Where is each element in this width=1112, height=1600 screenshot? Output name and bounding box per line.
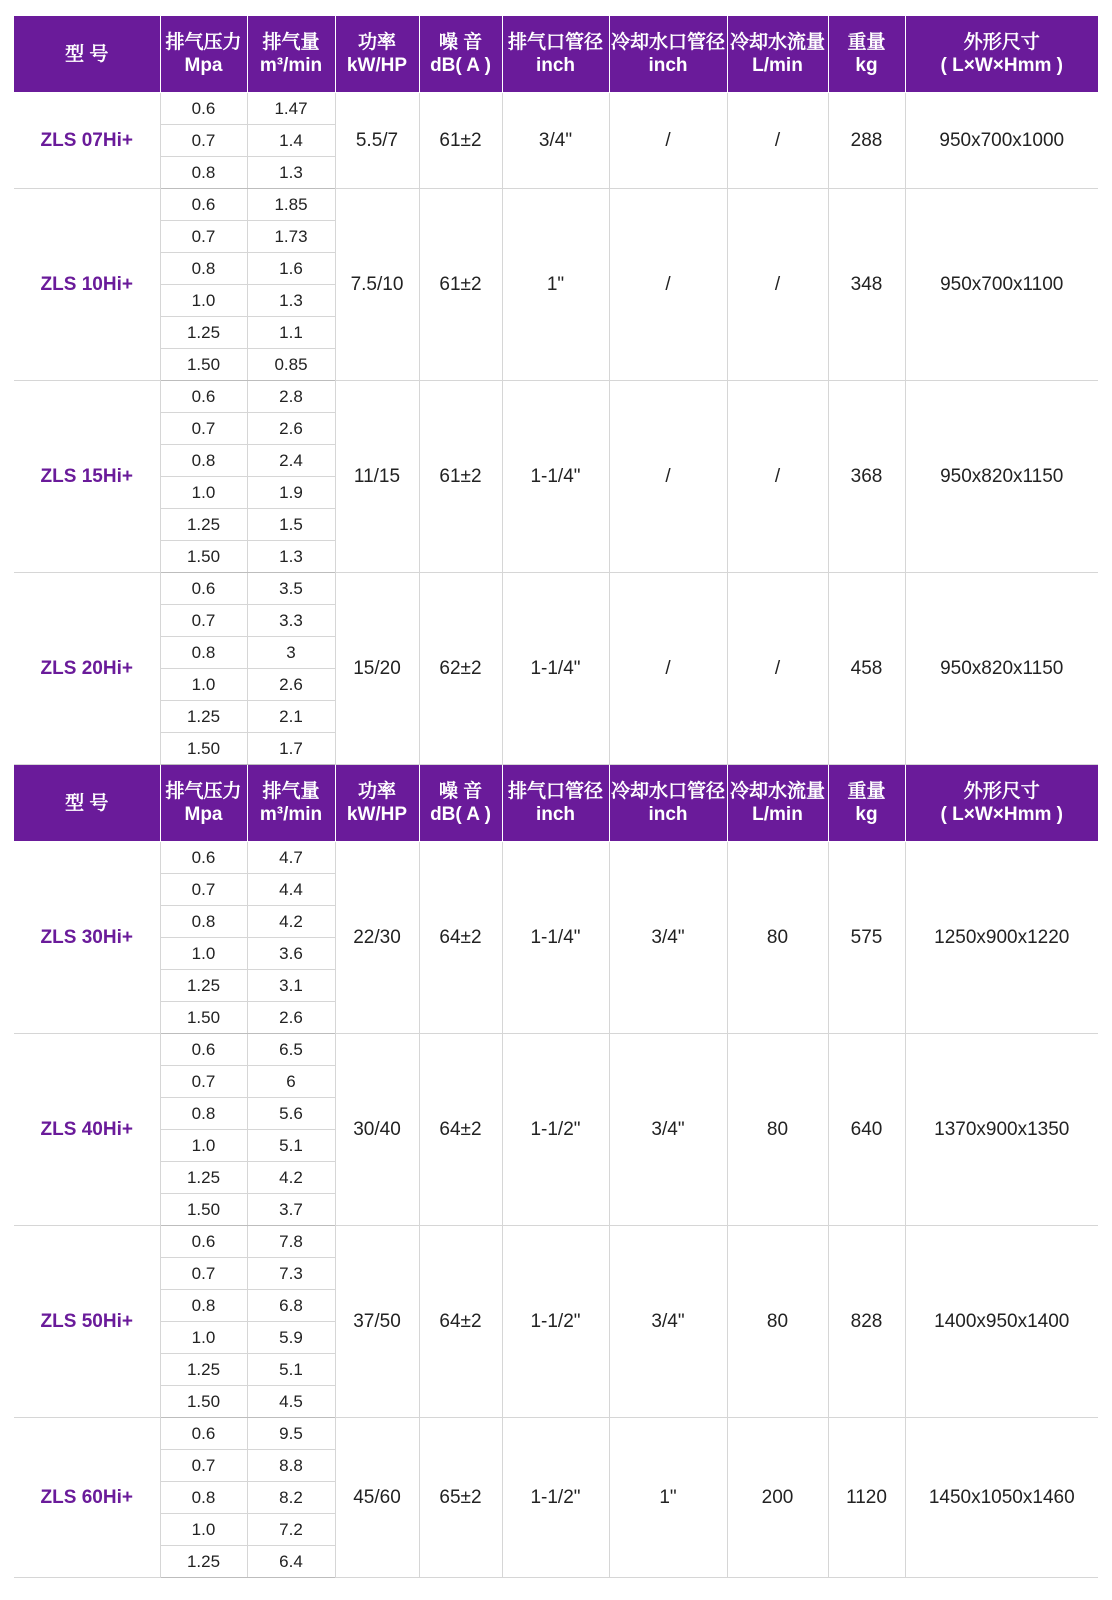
- water-pipe-cell: 1": [609, 1418, 727, 1578]
- header-unit: kg: [855, 55, 878, 76]
- pressure-cell: 0.8: [160, 253, 247, 285]
- table-row: [14, 93, 1098, 125]
- pressure-cell: 1.50: [160, 1194, 247, 1226]
- dims-cell: 950x700x1100: [905, 189, 1098, 381]
- water-flow-cell: /: [727, 573, 828, 765]
- header-label: 冷却水口管径: [610, 32, 725, 53]
- weight-cell: 368: [828, 381, 905, 573]
- header-outlet: [502, 765, 609, 842]
- dims-cell: 1400x950x1400: [905, 1226, 1098, 1418]
- flow-cell: 0.85: [247, 349, 335, 381]
- power-cell: 7.5/10: [335, 189, 419, 381]
- header-label: 排气压力: [165, 781, 242, 802]
- header-label: 功率: [357, 781, 396, 802]
- header-label: 排气口管径: [507, 781, 603, 802]
- pressure-cell: 1.25: [160, 509, 247, 541]
- pressure-cell: 0.8: [160, 906, 247, 938]
- header-flow: [247, 16, 335, 93]
- spec-table: [14, 15, 1098, 1578]
- flow-cell: 1.3: [247, 285, 335, 317]
- header-label: 冷却水流量: [729, 32, 825, 53]
- pressure-cell: 0.8: [160, 1098, 247, 1130]
- noise-cell: 65±2: [419, 1418, 502, 1578]
- dims-cell: 950x700x1000: [905, 93, 1098, 189]
- pressure-cell: 0.8: [160, 445, 247, 477]
- header-noise: [419, 16, 502, 93]
- weight-cell: 575: [828, 842, 905, 1034]
- pressure-cell: 1.50: [160, 733, 247, 765]
- power-cell: 11/15: [335, 381, 419, 573]
- pressure-cell: 0.7: [160, 413, 247, 445]
- model-cell: ZLS 40Hi+: [14, 1034, 160, 1226]
- flow-cell: 6.4: [247, 1546, 335, 1578]
- model-cell: ZLS 10Hi+: [14, 189, 160, 381]
- header-unit: dB( A ): [430, 55, 491, 76]
- pressure-cell: 0.7: [160, 874, 247, 906]
- dims-cell: 950x820x1150: [905, 573, 1098, 765]
- header-pressure: [160, 16, 247, 93]
- water-flow-cell: /: [727, 93, 828, 189]
- model-cell: ZLS 30Hi+: [14, 842, 160, 1034]
- water-flow-cell: /: [727, 189, 828, 381]
- header-pressure: [160, 765, 247, 842]
- water-flow-cell: 80: [727, 1226, 828, 1418]
- header-label: 功率: [357, 32, 396, 53]
- flow-cell: 4.2: [247, 1162, 335, 1194]
- water-flow-cell: 80: [727, 842, 828, 1034]
- flow-cell: 1.9: [247, 477, 335, 509]
- power-cell: 30/40: [335, 1034, 419, 1226]
- noise-cell: 61±2: [419, 189, 502, 381]
- pressure-cell: 1.50: [160, 349, 247, 381]
- header-unit: L/min: [752, 55, 803, 76]
- flow-cell: 2.4: [247, 445, 335, 477]
- flow-cell: 2.8: [247, 381, 335, 413]
- header-model: [14, 765, 160, 842]
- pressure-cell: 1.0: [160, 938, 247, 970]
- noise-cell: 64±2: [419, 1034, 502, 1226]
- outlet-cell: 1-1/4": [502, 573, 609, 765]
- noise-cell: 64±2: [419, 1226, 502, 1418]
- pressure-cell: 1.25: [160, 1546, 247, 1578]
- power-cell: 37/50: [335, 1226, 419, 1418]
- model-cell: ZLS 50Hi+: [14, 1226, 160, 1418]
- header-flow: [247, 765, 335, 842]
- flow-cell: 1.7: [247, 733, 335, 765]
- weight-cell: 640: [828, 1034, 905, 1226]
- flow-cell: 7.2: [247, 1514, 335, 1546]
- flow-cell: 4.2: [247, 906, 335, 938]
- dims-cell: 1250x900x1220: [905, 842, 1098, 1034]
- header-water-pipe: [609, 16, 727, 93]
- noise-cell: 61±2: [419, 381, 502, 573]
- noise-cell: 62±2: [419, 573, 502, 765]
- table-row: [14, 842, 1098, 874]
- table-row: [14, 189, 1098, 221]
- header-power: [335, 765, 419, 842]
- water-pipe-cell: /: [609, 189, 727, 381]
- noise-cell: 64±2: [419, 842, 502, 1034]
- pressure-cell: 0.6: [160, 1034, 247, 1066]
- water-pipe-cell: /: [609, 381, 727, 573]
- water-pipe-cell: 3/4": [609, 1034, 727, 1226]
- power-cell: 45/60: [335, 1418, 419, 1578]
- flow-cell: 8.8: [247, 1450, 335, 1482]
- pressure-cell: 1.25: [160, 1354, 247, 1386]
- flow-cell: 6.8: [247, 1290, 335, 1322]
- power-cell: 22/30: [335, 842, 419, 1034]
- outlet-cell: 1-1/4": [502, 842, 609, 1034]
- flow-cell: 4.7: [247, 842, 335, 874]
- weight-cell: 288: [828, 93, 905, 189]
- header-weight: [828, 16, 905, 93]
- header-label: 排气量: [262, 781, 320, 802]
- pressure-cell: 1.50: [160, 1386, 247, 1418]
- flow-cell: 8.2: [247, 1482, 335, 1514]
- pressure-cell: 0.6: [160, 573, 247, 605]
- pressure-cell: 1.50: [160, 541, 247, 573]
- water-flow-cell: /: [727, 381, 828, 573]
- flow-cell: 4.4: [247, 874, 335, 906]
- flow-cell: 3.7: [247, 1194, 335, 1226]
- flow-cell: 1.85: [247, 189, 335, 221]
- header-unit: kW/HP: [346, 55, 408, 76]
- flow-cell: 1.1: [247, 317, 335, 349]
- flow-cell: 6: [247, 1066, 335, 1098]
- header-unit: Mpa: [184, 55, 223, 76]
- header-row: [14, 16, 1098, 93]
- pressure-cell: 1.25: [160, 970, 247, 1002]
- header-unit: Mpa: [184, 804, 223, 825]
- flow-cell: 7.8: [247, 1226, 335, 1258]
- water-pipe-cell: /: [609, 93, 727, 189]
- header-label: 重量: [847, 32, 886, 53]
- pressure-cell: 0.7: [160, 605, 247, 637]
- model-cell: ZLS 60Hi+: [14, 1418, 160, 1578]
- flow-cell: 9.5: [247, 1418, 335, 1450]
- pressure-cell: 0.6: [160, 1226, 247, 1258]
- header-label: 外形尺寸: [963, 32, 1040, 53]
- table-row: [14, 1418, 1098, 1450]
- header-outlet: [502, 16, 609, 93]
- flow-cell: 1.3: [247, 157, 335, 189]
- pressure-cell: 0.7: [160, 125, 247, 157]
- pressure-cell: 1.0: [160, 477, 247, 509]
- weight-cell: 348: [828, 189, 905, 381]
- header-label: 排气压力: [165, 32, 242, 53]
- pressure-cell: 0.8: [160, 637, 247, 669]
- outlet-cell: 1-1/4": [502, 381, 609, 573]
- flow-cell: 2.6: [247, 1002, 335, 1034]
- flow-cell: 3: [247, 637, 335, 669]
- pressure-cell: 1.0: [160, 669, 247, 701]
- flow-cell: 3.1: [247, 970, 335, 1002]
- noise-cell: 61±2: [419, 93, 502, 189]
- flow-cell: 1.6: [247, 253, 335, 285]
- flow-cell: 2.1: [247, 701, 335, 733]
- water-pipe-cell: /: [609, 573, 727, 765]
- header-label: 重量: [847, 781, 886, 802]
- flow-cell: 1.4: [247, 125, 335, 157]
- weight-cell: 458: [828, 573, 905, 765]
- header-water-flow: [727, 765, 828, 842]
- flow-cell: 7.3: [247, 1258, 335, 1290]
- header-noise: [419, 765, 502, 842]
- pressure-cell: 0.6: [160, 842, 247, 874]
- outlet-cell: 1-1/2": [502, 1226, 609, 1418]
- pressure-cell: 0.6: [160, 381, 247, 413]
- flow-cell: 3.6: [247, 938, 335, 970]
- header-label: 外形尺寸: [963, 781, 1040, 802]
- header-unit: inch: [648, 55, 688, 76]
- power-cell: 15/20: [335, 573, 419, 765]
- weight-cell: 1120: [828, 1418, 905, 1578]
- header-unit: dB( A ): [430, 804, 491, 825]
- header-label: 噪 音: [438, 781, 483, 802]
- table-row: [14, 573, 1098, 605]
- header-unit: kW/HP: [346, 804, 408, 825]
- pressure-cell: 1.0: [160, 285, 247, 317]
- pressure-cell: 0.8: [160, 1482, 247, 1514]
- header-label: 冷却水口管径: [610, 781, 725, 802]
- pressure-cell: 1.25: [160, 317, 247, 349]
- weight-cell: 828: [828, 1226, 905, 1418]
- pressure-cell: 0.8: [160, 157, 247, 189]
- header-unit: inch: [535, 55, 576, 76]
- dims-cell: 1370x900x1350: [905, 1034, 1098, 1226]
- flow-cell: 4.5: [247, 1386, 335, 1418]
- pressure-cell: 1.25: [160, 1162, 247, 1194]
- header-model: [14, 16, 160, 93]
- pressure-cell: 0.6: [160, 1418, 247, 1450]
- header-unit: inch: [535, 804, 576, 825]
- header-unit: ( L×W×Hmm ): [940, 55, 1063, 76]
- header-unit: m³/min: [259, 55, 323, 76]
- pressure-cell: 0.6: [160, 189, 247, 221]
- pressure-cell: 1.0: [160, 1322, 247, 1354]
- outlet-cell: 1": [502, 189, 609, 381]
- dims-cell: 1450x1050x1460: [905, 1418, 1098, 1578]
- dims-cell: 950x820x1150: [905, 381, 1098, 573]
- flow-cell: 1.3: [247, 541, 335, 573]
- model-cell: ZLS 07Hi+: [14, 93, 160, 189]
- water-flow-cell: 200: [727, 1418, 828, 1578]
- pressure-cell: 0.7: [160, 1450, 247, 1482]
- header-weight: [828, 765, 905, 842]
- flow-cell: 3.5: [247, 573, 335, 605]
- pressure-cell: 1.0: [160, 1514, 247, 1546]
- model-cell: ZLS 15Hi+: [14, 381, 160, 573]
- pressure-cell: 0.7: [160, 221, 247, 253]
- header-unit: inch: [648, 804, 688, 825]
- pressure-cell: 0.7: [160, 1258, 247, 1290]
- flow-cell: 6.5: [247, 1034, 335, 1066]
- water-flow-cell: 80: [727, 1034, 828, 1226]
- header-row: [14, 765, 1098, 842]
- header-label: 型 号: [65, 43, 109, 65]
- water-pipe-cell: 3/4": [609, 1226, 727, 1418]
- header-dims: [905, 765, 1098, 842]
- flow-cell: 1.73: [247, 221, 335, 253]
- pressure-cell: 1.50: [160, 1002, 247, 1034]
- header-water-flow: [727, 16, 828, 93]
- outlet-cell: 3/4": [502, 93, 609, 189]
- flow-cell: 2.6: [247, 413, 335, 445]
- header-dims: [905, 16, 1098, 93]
- header-unit: L/min: [752, 804, 803, 825]
- pressure-cell: 0.7: [160, 1066, 247, 1098]
- flow-cell: 2.6: [247, 669, 335, 701]
- outlet-cell: 1-1/2": [502, 1034, 609, 1226]
- header-label: 排气口管径: [507, 32, 603, 53]
- pressure-cell: 1.0: [160, 1130, 247, 1162]
- flow-cell: 5.9: [247, 1322, 335, 1354]
- header-unit: ( L×W×Hmm ): [940, 804, 1063, 825]
- model-cell: ZLS 20Hi+: [14, 573, 160, 765]
- table-row: [14, 1034, 1098, 1066]
- header-water-pipe: [609, 765, 727, 842]
- flow-cell: 5.1: [247, 1354, 335, 1386]
- header-label: 型 号: [65, 792, 109, 814]
- flow-cell: 5.1: [247, 1130, 335, 1162]
- flow-cell: 1.5: [247, 509, 335, 541]
- header-power: [335, 16, 419, 93]
- header-unit: kg: [855, 804, 878, 825]
- header-label: 噪 音: [438, 32, 483, 53]
- table-row: [14, 1226, 1098, 1258]
- flow-cell: 5.6: [247, 1098, 335, 1130]
- table-row: [14, 381, 1098, 413]
- pressure-cell: 0.8: [160, 1290, 247, 1322]
- header-label: 排气量: [262, 32, 320, 53]
- header-label: 冷却水流量: [729, 781, 825, 802]
- flow-cell: 3.3: [247, 605, 335, 637]
- outlet-cell: 1-1/2": [502, 1418, 609, 1578]
- header-unit: m³/min: [259, 804, 323, 825]
- water-pipe-cell: 3/4": [609, 842, 727, 1034]
- flow-cell: 1.47: [247, 93, 335, 125]
- power-cell: 5.5/7: [335, 93, 419, 189]
- pressure-cell: 1.25: [160, 701, 247, 733]
- pressure-cell: 0.6: [160, 93, 247, 125]
